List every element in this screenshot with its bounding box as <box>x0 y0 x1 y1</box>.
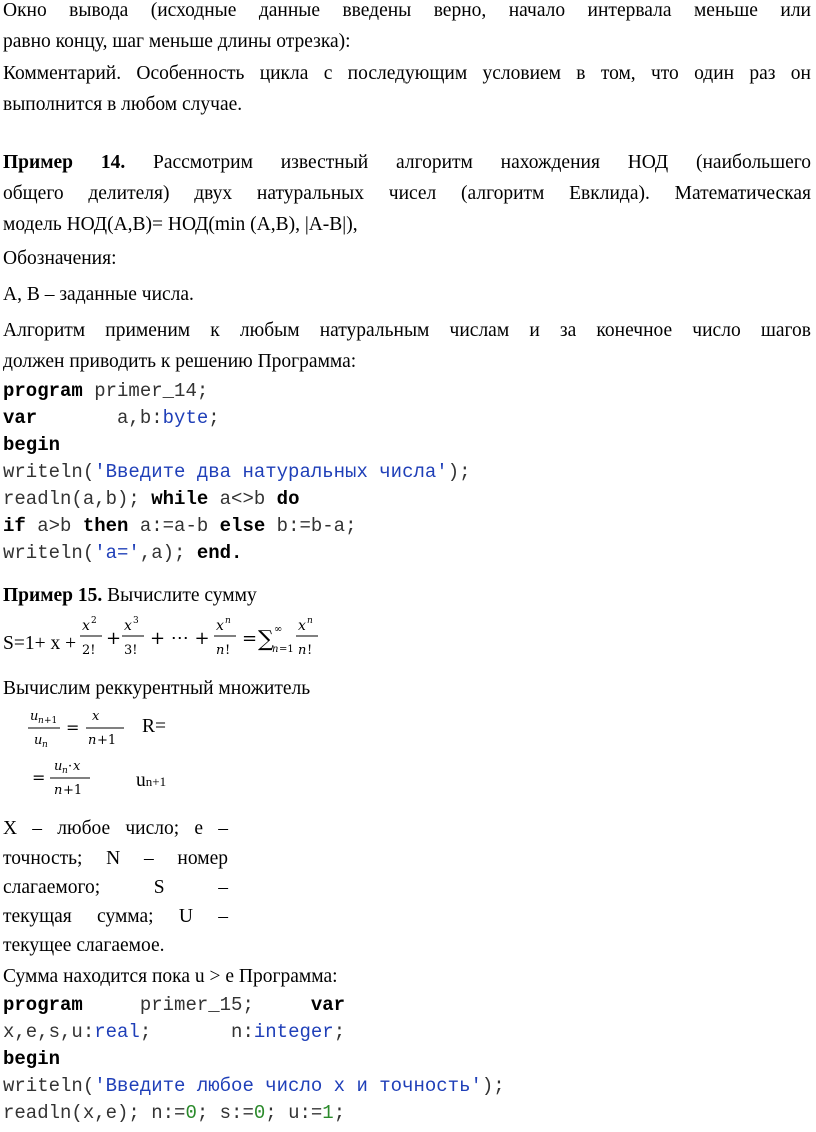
svg-text:x: x <box>216 618 224 634</box>
code-text: readln(a,b); <box>3 488 152 510</box>
svg-text:n: n <box>307 616 313 626</box>
code-line <box>3 542 242 564</box>
code-text: ; n: <box>139 1021 254 1043</box>
code-keyword: then <box>82 515 129 537</box>
text-line: A, B – заданные числа. <box>3 284 194 305</box>
svg-text:u: u <box>34 733 43 748</box>
svg-text:!: ! <box>307 643 313 658</box>
code-text: ; <box>208 407 220 429</box>
code-text: readln(x,e); n:= <box>3 1102 186 1124</box>
svg-text:n: n <box>88 733 97 748</box>
code-text: primer_15; <box>82 994 311 1016</box>
example-14-heading <box>3 152 811 174</box>
code-text: a<>b <box>208 488 277 510</box>
code-type: integer <box>253 1021 334 1043</box>
svg-text:2: 2 <box>91 616 97 626</box>
svg-text:n: n <box>298 643 307 658</box>
code-text: a:=a-b <box>128 515 220 537</box>
svg-text:n: n <box>216 643 225 658</box>
code-text: writeln( <box>3 1075 95 1097</box>
text-line: текущая сумма; U – <box>3 906 228 927</box>
code-keyword: end. <box>196 542 243 564</box>
term-formula <box>28 754 118 800</box>
code-text: ,a); <box>139 542 197 564</box>
code-text: primer_14; <box>82 380 209 402</box>
code-line <box>3 994 345 1016</box>
text-line: точность; N – номер <box>3 848 228 869</box>
text-line: X – любое число; e – <box>3 818 228 839</box>
svg-text:n: n <box>54 783 63 798</box>
code-keyword: do <box>276 488 300 510</box>
svg-text:u: u <box>30 709 39 724</box>
code-line <box>3 434 60 456</box>
text-line: равно концу, шаг меньше длины отрезка): <box>3 31 351 52</box>
svg-text:n: n <box>38 716 44 726</box>
text-line: Окно вывода (исходные данные введены верно, начало интервала меньше или <box>3 0 811 21</box>
code-text: ; <box>333 1021 346 1043</box>
svg-text:u: u <box>54 759 63 774</box>
svg-text:+1: +1 <box>63 783 83 798</box>
svg-text:n: n <box>272 644 279 655</box>
code-keyword: if <box>3 515 26 537</box>
text-line: общего делителя) двух натуральных чисел (алгоритм Евклида). Математическая <box>3 183 811 204</box>
text-span: Вычислите сумму <box>102 585 257 606</box>
code-text: ; u:= <box>265 1102 323 1124</box>
code-string: 'Введите два натуральных числа' <box>94 461 448 483</box>
svg-text:=: = <box>242 628 258 649</box>
series-formula <box>80 612 340 662</box>
next-term-formula <box>28 754 166 800</box>
code-text: ); <box>447 461 471 483</box>
recurrence-formula <box>28 704 166 750</box>
code-text: ); <box>481 1075 505 1097</box>
sum-prefix: S=1+ x + <box>3 633 77 654</box>
svg-text:+1: +1 <box>44 716 58 726</box>
u-subscript: n+1 <box>145 774 167 789</box>
svg-text:∑: ∑ <box>258 627 274 652</box>
svg-text:n: n <box>62 766 68 776</box>
code-keyword: var <box>310 994 346 1016</box>
text-span: Рассмотрим известный алгоритм нахождения НОД (наибольшего <box>125 152 811 173</box>
code-keyword: else <box>219 515 266 537</box>
code-keyword: begin <box>3 434 61 456</box>
code-keyword: while <box>151 488 209 510</box>
svg-text:+ ⋯ +: + ⋯ + <box>150 628 210 649</box>
code-text: writeln( <box>3 461 95 483</box>
code-line <box>3 1048 60 1070</box>
svg-text:=: = <box>66 718 80 737</box>
svg-text:∞: ∞ <box>274 624 283 635</box>
svg-text:3!: 3! <box>124 643 138 658</box>
svg-text:·: · <box>68 759 73 774</box>
code-text: a,b: <box>37 407 163 429</box>
code-type: byte <box>162 407 209 429</box>
code-string: 'Введите любое число x и точность' <box>94 1075 482 1097</box>
text-line: модель НОД(A,B)= НОД(min (A,B), |A-B|), <box>3 214 358 235</box>
svg-text:n: n <box>225 616 231 626</box>
code-keyword: var <box>3 407 38 429</box>
u-label: u <box>136 770 146 791</box>
code-line <box>3 380 208 402</box>
code-text: ; <box>333 1102 346 1124</box>
svg-text:=: = <box>32 768 46 787</box>
svg-text:=1: =1 <box>279 644 294 655</box>
text-line: слагаемого; S – <box>3 877 228 898</box>
svg-text:2!: 2! <box>82 643 96 658</box>
code-line <box>3 1075 505 1097</box>
code-number: 0 <box>253 1102 266 1124</box>
code-number: 1 <box>322 1102 334 1124</box>
text-line: Комментарий. Особенность цикла с последующим условием в том, что один раз он <box>3 63 811 84</box>
svg-text:x: x <box>73 759 81 774</box>
code-line <box>3 461 471 483</box>
text-line: текущее слагаемое. <box>3 935 165 956</box>
svg-text:+1: +1 <box>97 733 117 748</box>
text-line: Вычислим реккурентный множитель <box>3 678 311 699</box>
svg-text:x: x <box>124 618 132 634</box>
code-text: ; s:= <box>196 1102 254 1124</box>
code-line <box>3 1102 345 1124</box>
code-keyword: program <box>3 994 83 1016</box>
r-label: R= <box>142 716 167 737</box>
text-line: Алгоритм применим к любым натуральным числам и за конечное число шагов <box>3 320 811 341</box>
ratio-formula <box>28 704 138 750</box>
example-15-heading <box>3 585 257 607</box>
svg-text:3: 3 <box>133 616 139 626</box>
code-keyword: begin <box>3 1048 61 1070</box>
svg-text:+: + <box>106 628 122 649</box>
svg-text:x: x <box>82 618 90 634</box>
code-line <box>3 407 220 429</box>
example-label: Пример 14. <box>3 152 126 173</box>
code-number: 0 <box>185 1102 197 1124</box>
svg-text:x: x <box>92 709 100 724</box>
svg-text:x: x <box>298 618 306 634</box>
code-line <box>3 515 356 537</box>
code-keyword: program <box>3 380 83 402</box>
svg-text:n: n <box>42 740 48 750</box>
code-text: a>b <box>25 515 83 537</box>
example-label: Пример 15. <box>3 585 103 606</box>
text-line: должен приводить к решению Программа: <box>3 351 357 372</box>
sum-formula <box>3 612 340 662</box>
code-string: 'a=' <box>94 542 140 564</box>
code-text: writeln( <box>3 542 95 564</box>
code-text: b:=b-a; <box>265 515 357 537</box>
svg-text:!: ! <box>225 643 231 658</box>
code-line <box>3 1021 345 1043</box>
text-line: Сумма находится пока u > e Программа: <box>3 966 338 987</box>
code-line <box>3 488 299 510</box>
text-line: выполнится в любом случае. <box>3 94 243 115</box>
code-text: x,e,s,u: <box>3 1021 95 1043</box>
code-type: real <box>94 1021 140 1043</box>
text-line: Обозначения: <box>3 248 117 269</box>
